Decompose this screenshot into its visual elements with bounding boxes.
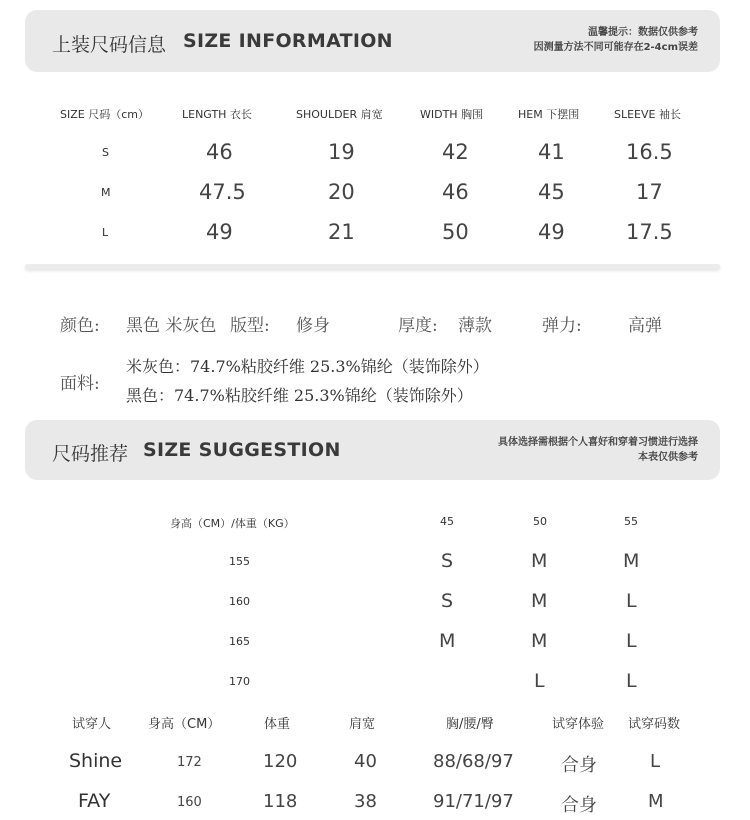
- suggestion-cell: M: [531, 630, 548, 652]
- size-suggestion-note-line1: 具体选择需根据个人喜好和穿着习惯进行选择: [498, 437, 698, 448]
- section-divider: [25, 264, 720, 269]
- suggestion-height-label: 155: [229, 555, 250, 568]
- size-cell: 41: [538, 140, 565, 164]
- tryon-bwh: 88/68/97: [433, 751, 514, 772]
- size-suggestion-title-cn: 尺码推荐: [52, 443, 129, 465]
- suggestion-height-label: 160: [229, 595, 250, 608]
- tryon-height: 160: [177, 795, 202, 810]
- tryon-header-person: 试穿人: [72, 717, 112, 732]
- tryon-name: Shine: [69, 750, 123, 772]
- suggestion-cell: L: [534, 670, 545, 692]
- size-info-header-bar: [25, 10, 720, 72]
- fit-label: 版型:: [230, 316, 270, 336]
- tryon-experience: 合身: [561, 755, 597, 776]
- size-cell: 49: [206, 220, 233, 244]
- suggestion-cell: L: [626, 670, 637, 692]
- size-table-header-shoulder: SHOULDER 肩宽: [296, 108, 383, 121]
- size-cell: 46: [206, 140, 233, 164]
- size-cell: 42: [442, 140, 469, 164]
- size-cell: 45: [538, 180, 565, 204]
- size-cell: 47.5: [199, 180, 246, 204]
- size-info-note: [534, 25, 698, 55]
- tryon-size: M: [648, 791, 664, 812]
- size-table-header-width: WIDTH 胸围: [420, 108, 484, 121]
- size-suggestion-title-en: SIZE SUGGESTION: [143, 439, 341, 461]
- size-info-note-line1: 温馨提示：数据仅供参考: [588, 27, 698, 38]
- tryon-height: 172: [177, 755, 202, 770]
- tryon-header-size: 试穿码数: [628, 717, 681, 732]
- size-cell: 17.5: [626, 220, 673, 244]
- tryon-header-weight: 体重: [264, 717, 291, 732]
- suggestion-height-label: 170: [229, 675, 250, 688]
- size-cell: 19: [328, 140, 355, 164]
- tryon-weight: 118: [263, 791, 298, 812]
- suggestion-corner-label: 身高（CM）/体重（KG）: [170, 517, 295, 530]
- suggestion-weight-header: 50: [533, 515, 547, 528]
- tryon-name: FAY: [78, 790, 111, 812]
- size-cell: 49: [538, 220, 565, 244]
- suggestion-height-label: 165: [229, 635, 250, 648]
- thickness-label: 厚度:: [398, 316, 438, 336]
- tryon-header-shoulder: 肩宽: [349, 717, 376, 732]
- size-info-title-en: SIZE INFORMATION: [183, 30, 393, 52]
- size-suggestion-header-bar: [25, 420, 720, 480]
- elastic-value: 高弹: [628, 316, 662, 336]
- size-cell: 17: [636, 180, 663, 204]
- tryon-shoulder: 38: [354, 791, 377, 812]
- suggestion-cell: M: [623, 550, 640, 572]
- size-cell: 20: [328, 180, 355, 204]
- size-suggestion-note: [498, 435, 698, 465]
- fabric-line1: 米灰色：74.7%粘胶纤维 25.3%锦纶（装饰除外）: [126, 357, 489, 376]
- tryon-bwh: 91/71/97: [433, 791, 514, 812]
- suggestion-cell: M: [439, 630, 456, 652]
- suggestion-cell: L: [626, 590, 637, 612]
- suggestion-weight-header: 55: [624, 515, 638, 528]
- elastic-label: 弹力:: [542, 316, 582, 336]
- size-cell: 50: [442, 220, 469, 244]
- thickness-value: 薄款: [458, 316, 492, 336]
- size-cell: 16.5: [626, 140, 673, 164]
- tryon-shoulder: 40: [354, 751, 377, 772]
- suggestion-cell: L: [626, 630, 637, 652]
- size-cell: 46: [442, 180, 469, 204]
- size-suggestion-note-line2: 本表仅供参考: [638, 452, 698, 463]
- fabric-label: 面料:: [60, 374, 100, 394]
- suggestion-cell: S: [441, 550, 454, 572]
- size-info-title-cn: 上装尺码信息: [52, 34, 167, 56]
- suggestion-cell: M: [531, 590, 548, 612]
- size-table-header-sleeve: SLEEVE 袖长: [614, 108, 681, 121]
- tryon-size: L: [650, 751, 661, 772]
- fabric-line2: 黑色：74.7%粘胶纤维 25.3%锦纶（装饰除外）: [126, 386, 473, 405]
- size-row-label: M: [101, 186, 111, 199]
- tryon-header-height: 身高（CM）: [148, 717, 221, 732]
- suggestion-weight-header: 45: [440, 515, 454, 528]
- suggestion-cell: S: [441, 590, 454, 612]
- size-table-header-length: LENGTH 衣长: [182, 108, 252, 121]
- tryon-experience: 合身: [561, 795, 597, 816]
- tryon-header-bwh: 胸/腰/臀: [446, 717, 494, 732]
- size-row-label: L: [102, 226, 109, 239]
- tryon-header-experience: 试穿体验: [552, 717, 605, 732]
- suggestion-cell: M: [531, 550, 548, 572]
- tryon-weight: 120: [263, 751, 298, 772]
- size-info-note-line2: 因测量方法不同可能存在2-4cm误差: [533, 42, 698, 53]
- color-label: 颜色:: [60, 316, 100, 336]
- color-value: 黑色 米灰色: [126, 316, 217, 336]
- size-row-label: S: [102, 146, 109, 159]
- size-table-header-hem: HEM 下摆围: [518, 108, 580, 121]
- size-table-header-size: SIZE 尺码（cm）: [60, 108, 149, 121]
- size-cell: 21: [328, 220, 355, 244]
- fit-value: 修身: [296, 316, 330, 336]
